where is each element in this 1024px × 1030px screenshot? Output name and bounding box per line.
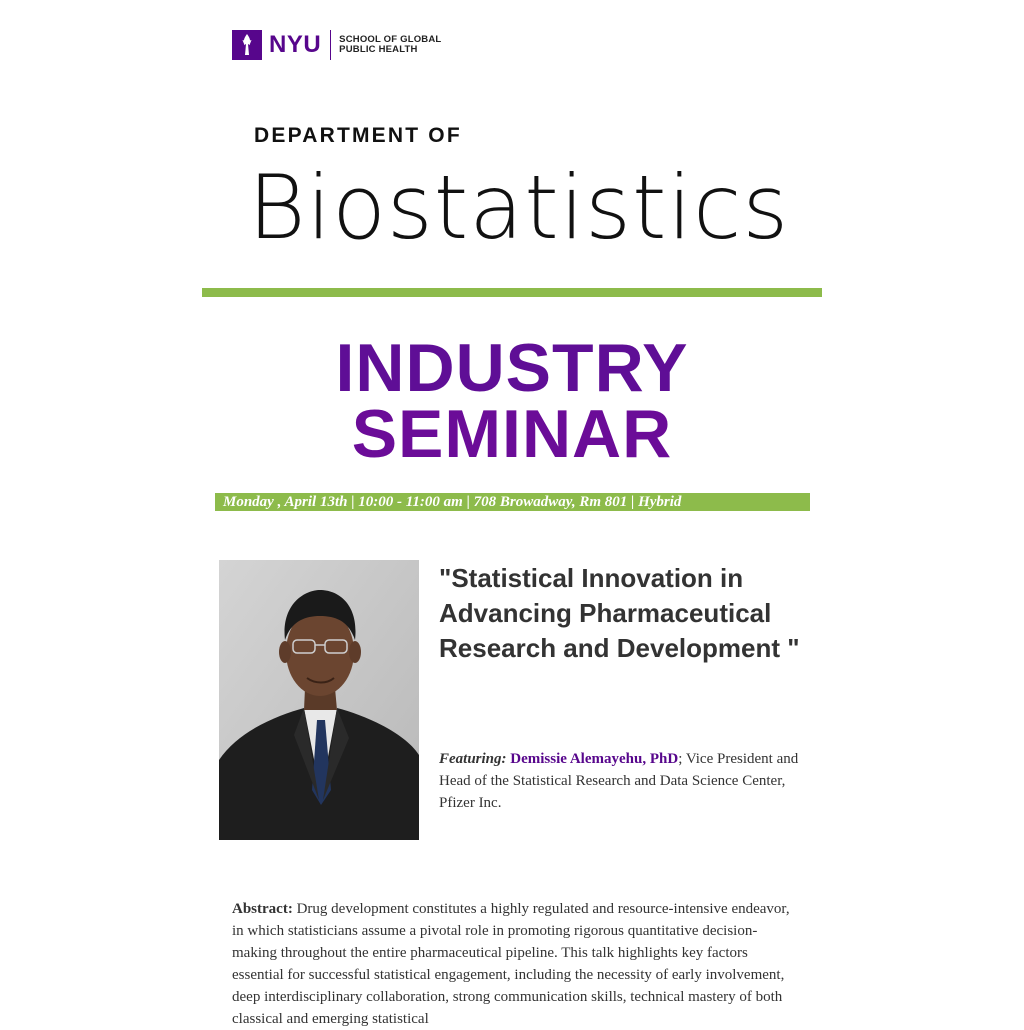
nyu-gph-logo <box>232 30 441 60</box>
seminar-details-bar: Monday , April 13th | 10:00 - 11:00 am | 708 Browadway, Rm 801 | Hybrid <box>215 493 810 511</box>
featuring-label: Featuring: <box>439 751 507 767</box>
nyu-torch-icon <box>232 30 262 60</box>
seminar-title-line2: SEMINAR <box>351 396 673 472</box>
nyu-wordmark: NYU <box>269 31 322 58</box>
department-name: Biostatistics <box>248 156 790 259</box>
logo-divider <box>330 30 331 60</box>
school-name-line2: PUBLIC HEALTH <box>339 44 418 55</box>
abstract-label: Abstract: <box>232 901 293 917</box>
talk-title: "Statistical Innovation in Advancing Pharmaceutical Research and Development " <box>439 563 800 663</box>
abstract <box>232 898 792 1030</box>
seminar-title-line1: INDUSTRY <box>335 330 689 406</box>
school-name-line1: SCHOOL OF GLOBAL <box>339 34 442 45</box>
speaker-photo <box>219 560 419 840</box>
school-name <box>339 35 441 55</box>
speaker-name: Demissie Alemayehu, PhD <box>510 751 679 767</box>
speaker-info <box>439 748 799 814</box>
speaker-affiliation: ; Vice President and Head of the Statistical Research and Data Science Center, Pfizer Inc. <box>439 751 799 811</box>
green-divider <box>202 288 822 297</box>
abstract-text: Drug development constitutes a highly regulated and resource-intensive endeavor, in which statisticians assume a pivotal role in promoting rigorous quantitative decision-making throughout the entire pharmaceutical pipeline. This talk highlights key factors essential for successful statistical engagement, including the necessity of early involvement, deep interdisciplinary collaboration, strong communication skills, technical mastery of both classical and emerging statistical <box>232 901 790 1027</box>
department-of-label: DEPARTMENT OF <box>254 124 462 147</box>
